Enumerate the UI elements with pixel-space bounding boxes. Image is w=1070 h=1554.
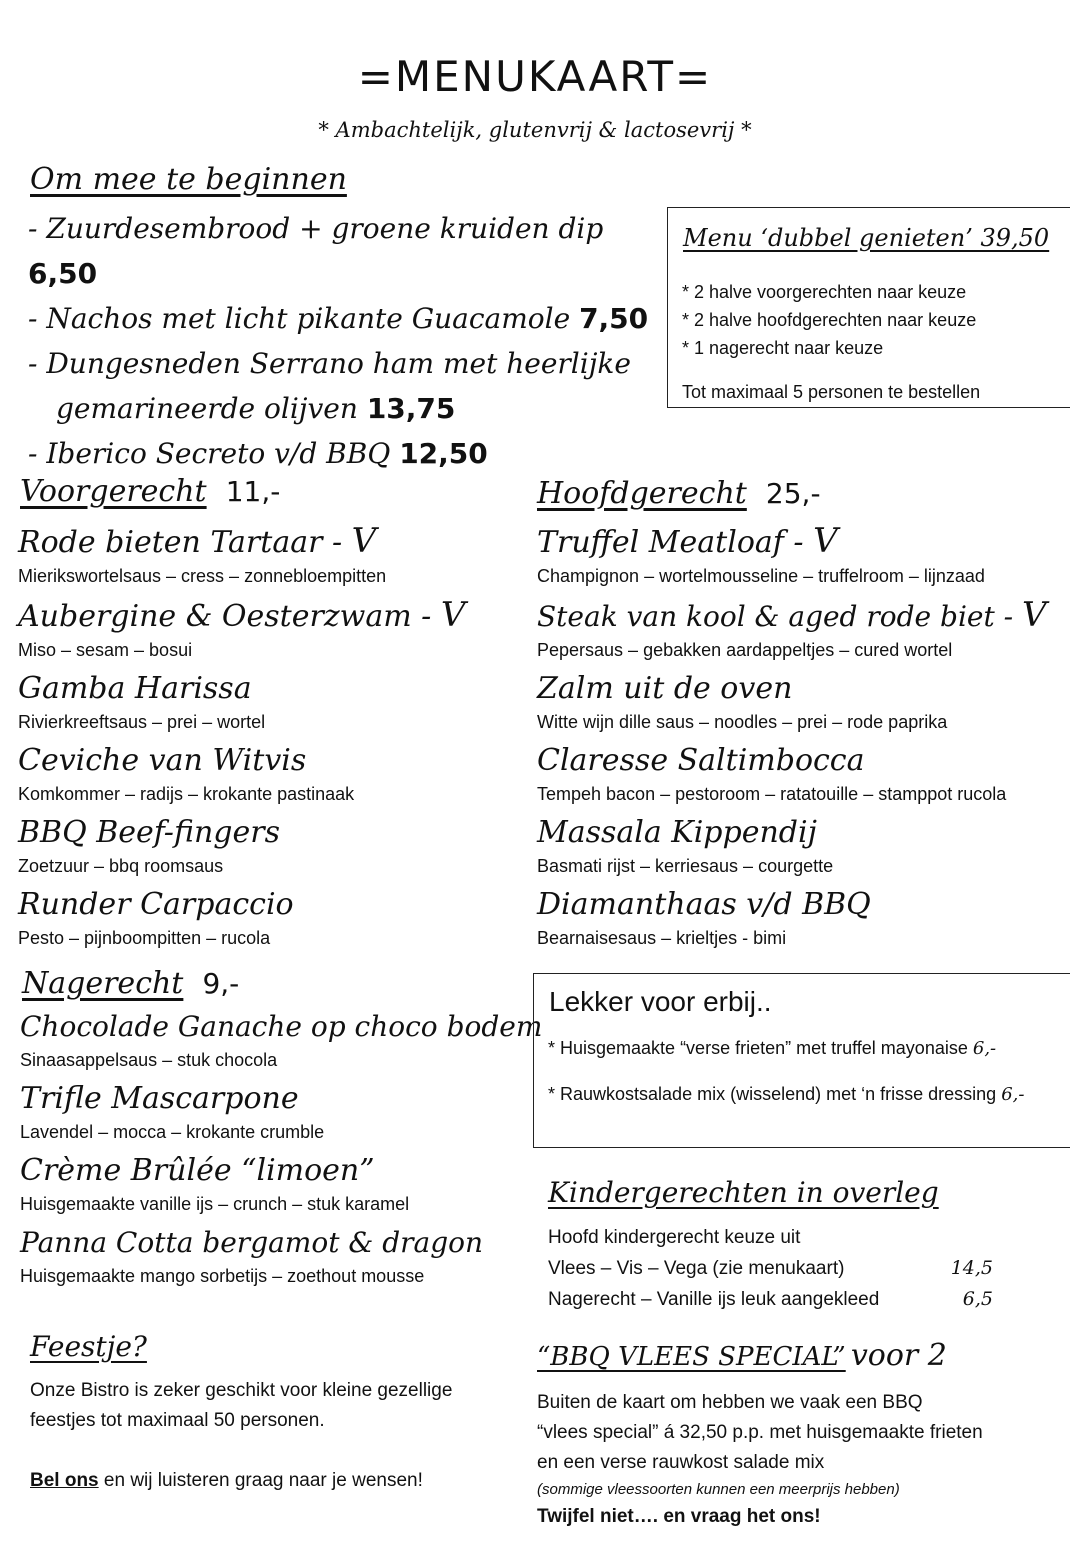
double-menu-footer: Tot maximaal 5 personen te bestellen xyxy=(682,382,981,402)
vegetarian-mark: V xyxy=(1022,595,1047,635)
dish-description: Tempeh bacon – pestoroom – ratatouille – stamppot rucola xyxy=(537,784,1007,804)
starters-heading: Om mee te beginnen xyxy=(30,162,347,197)
party-text: Onze Bistro is zeker geschikt voor kleine gezellige feestjes tot maximaal 50 personen. Bel ons en wij luisteren graag naar je wensen! xyxy=(30,1380,453,1491)
bbq-special-note: (sommige vleessoorten kunnen een meerprijs hebben) xyxy=(537,1481,900,1498)
kids-title: Kindergerechten in overleg xyxy=(548,1176,939,1209)
double-menu-line: * 2 halve voorgerechten naar keuze xyxy=(682,282,967,302)
menu-item xyxy=(18,886,528,952)
kids-row: Nagerecht – Vanille ijs leuk aangekleed 6,5 xyxy=(548,1284,993,1315)
page-title: =MENUKAART= xyxy=(357,52,713,101)
double-menu-lines xyxy=(682,278,976,362)
starter-price: 12,50 xyxy=(399,437,488,470)
voorgerecht-list xyxy=(18,522,528,952)
voorgerecht-price: 11,- xyxy=(225,475,281,508)
nagerecht-heading: Nagerecht 9,- xyxy=(22,966,240,1001)
dish-description: Witte wijn dille saus – noodles – prei – rode paprika xyxy=(537,712,948,732)
dish-name: Aubergine & Oesterzwam - xyxy=(18,599,432,634)
call-us-link[interactable]: Bel ons xyxy=(30,1470,99,1491)
dish-description: Mierikswortelsaus – cress – zonnebloempitten xyxy=(18,566,387,586)
dish-description: Huisgemaakte mango sorbetijs – zoethout mousse xyxy=(20,1266,425,1286)
menu-item xyxy=(537,814,1067,880)
menu-item xyxy=(18,814,528,880)
menu-item xyxy=(537,596,1067,664)
kids-price: 6,5 xyxy=(962,1288,993,1310)
extras-item: * Huisgemaakte “verse frieten” met truffel mayonaise 6,- xyxy=(548,1038,997,1059)
nagerecht-list xyxy=(20,1008,543,1290)
menu-item xyxy=(18,596,528,664)
bbq-special-title: “BBQ VLEES SPECIAL” voor 2 xyxy=(537,1338,947,1373)
dish-name: Gamba Harissa xyxy=(18,671,252,706)
menu-item xyxy=(20,1080,530,1146)
extras-box xyxy=(533,973,1070,1148)
extras-title: Lekker voor erbij.. xyxy=(549,986,772,1017)
dish-name: Massala Kippendij xyxy=(537,815,817,850)
menu-item xyxy=(20,1008,543,1074)
dish-description: Rivierkreeftsaus – prei – wortel xyxy=(18,712,266,732)
starter-price: 6,50 xyxy=(28,257,98,290)
menu-item xyxy=(18,742,528,808)
dish-description: Zoetzuur – bbq roomsaus xyxy=(18,856,224,876)
vegetarian-mark: V xyxy=(440,595,466,635)
nagerecht-price: 9,- xyxy=(202,967,240,1000)
starter-price: 13,75 xyxy=(366,392,456,425)
menu-item xyxy=(537,522,1067,590)
menu-item xyxy=(18,670,528,736)
dish-name: Claresse Saltimbocca xyxy=(537,743,865,778)
voorgerecht-heading: Voorgerecht 11,- xyxy=(20,474,281,509)
double-menu-line: * 1 nagerecht naar keuze xyxy=(682,338,884,358)
page-subtitle: * Ambachtelijk, glutenvrij & lactosevrij * xyxy=(318,118,752,142)
extras-price: 6,- xyxy=(972,1038,997,1059)
bbq-special-text: Buiten de kaart om hebben we vaak een BBQ “vlees special” á 32,50 p.p. met huisgemaakte frieten en een verse rauwkost salade mix (sommige vleessoorten kunnen een meerprijs hebben) Twijfel niet…. en vraag het ons! xyxy=(537,1388,983,1532)
double-menu-line: * 2 halve hoofdgerechten naar keuze xyxy=(682,310,977,330)
kids-intro: Hoofd kindergerecht keuze uit xyxy=(548,1227,801,1248)
double-menu-title: Menu ‘dubbel genieten’ 39,50 xyxy=(683,224,1050,252)
dish-description: Pesto – pijnboompitten – rucola xyxy=(18,928,271,948)
extras-price: 6,- xyxy=(1001,1084,1025,1105)
dish-name: Runder Carpaccio xyxy=(18,887,294,922)
dish-name: Truffel Meatloaf - xyxy=(537,525,804,560)
dish-name: Diamanthaas v/d BBQ xyxy=(537,887,871,922)
dish-description: Sinaasappelsaus – stuk chocola xyxy=(20,1050,278,1070)
vegetarian-mark: V xyxy=(813,521,838,561)
hoofdgerecht-list xyxy=(537,522,1067,952)
dish-description: Pepersaus – gebakken aardappeltjes – cured wortel xyxy=(537,640,953,660)
kids-row: Vlees – Vis – Vega (zie menukaart) 14,5 xyxy=(548,1253,993,1284)
dish-name: Chocolade Ganache op choco bodem xyxy=(20,1010,543,1043)
hoofdgerecht-price: 25,- xyxy=(765,477,821,510)
dish-description: Lavendel – mocca – krokante crumble xyxy=(20,1122,325,1142)
dish-description: Miso – sesam – bosui xyxy=(18,640,193,660)
starter-item: - Zuurdesembrood + groene kruiden dip 6,50 xyxy=(28,212,604,290)
menu-item xyxy=(18,522,528,590)
dish-name: BBQ Beef-fingers xyxy=(18,815,280,850)
menu-item xyxy=(537,670,1067,736)
menu-item xyxy=(20,1152,530,1218)
dish-description: Basmati rijst – kerriesaus – courgette xyxy=(537,856,834,876)
dish-description: Bearnaisesaus – krieltjes - bimi xyxy=(537,928,787,948)
double-menu-box xyxy=(667,207,1070,408)
vegetarian-mark: V xyxy=(351,521,377,561)
dish-name: Trifle Mascarpone xyxy=(20,1081,299,1116)
menu-item xyxy=(537,742,1067,808)
dish-name: Ceviche van Witvis xyxy=(18,743,307,778)
starters-list xyxy=(28,206,658,476)
starter-item: - Dungesneden Serrano ham met heerlijke xyxy=(28,347,631,380)
dish-name: Panna Cotta bergamot & dragon xyxy=(20,1226,484,1259)
hoofdgerecht-heading: Hoofdgerecht 25,- xyxy=(537,476,821,511)
starter-item: - Nachos met licht pikante Guacamole 7,50 xyxy=(28,302,649,335)
dish-name: Rode bieten Tartaar - xyxy=(18,525,343,560)
dish-name: Steak van kool & aged rode biet - xyxy=(537,600,1014,633)
bbq-special-cta: Twijfel niet…. en vraag het ons! xyxy=(537,1506,821,1527)
starter-price: 7,50 xyxy=(579,302,649,335)
dish-description: Komkommer – radijs – krokante pastinaak xyxy=(18,784,355,804)
dish-name: Zalm uit de oven xyxy=(537,671,793,706)
menu-item xyxy=(537,886,1067,952)
menu-item xyxy=(20,1224,530,1290)
kids-price: 14,5 xyxy=(950,1257,993,1279)
starter-item: - Iberico Secreto v/d BBQ 12,50 xyxy=(28,437,488,470)
kids-section xyxy=(548,1222,993,1315)
party-title: Feestje? xyxy=(30,1330,147,1363)
dish-description: Champignon – wortelmousseline – truffelroom – lijnzaad xyxy=(537,566,985,586)
extras-item: * Rauwkostsalade mix (wisselend) met ‘n frisse dressing 6,- xyxy=(548,1084,1025,1105)
dish-name: Crème Brûlée “limoen” xyxy=(20,1153,375,1188)
dish-description: Huisgemaakte vanille ijs – crunch – stuk karamel xyxy=(20,1194,410,1214)
starter-item: gemarineerde olijven 13,75 xyxy=(56,392,456,425)
